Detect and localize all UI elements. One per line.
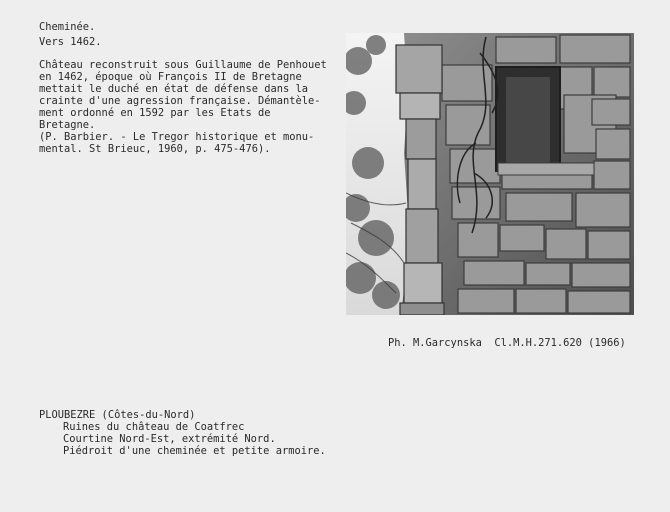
description-line: (P. Barbier. - Le Tregor historique et monu- [39,131,315,143]
description-line: mettait le duché en état de défense dans la [39,83,308,95]
photo-credit: Ph. M.Garcynska Cl.M.H.271.620 (1966) [388,337,626,349]
chimney-photograph [346,33,634,315]
description-line: Bretagne. [39,119,96,131]
subject-title: Cheminée. [39,21,96,33]
date-line: Vers 1462. [39,36,102,48]
location-detail: Ruines du château de Coatfrec [63,421,245,433]
location-detail: Courtine Nord-Est, extrémité Nord. [63,433,276,445]
location-detail: Piédroit d'une cheminée et petite armoire. [63,445,326,457]
description-line: en 1462, époque où François II de Bretagne [39,71,302,83]
description-line: mental. St Brieuc, 1960, p. 475-476). [39,143,271,155]
photograph-stone-wall-icon [346,33,634,315]
description-line: Château reconstruit sous Guillaume de Penhouet [39,59,327,71]
description-line: crainte d'une agression française. Démantèle- [39,95,321,107]
description-line: ment ordonné en 1592 par les Etats de [39,107,271,119]
commune-line: PLOUBEZRE (Côtes-du-Nord) [39,409,196,421]
